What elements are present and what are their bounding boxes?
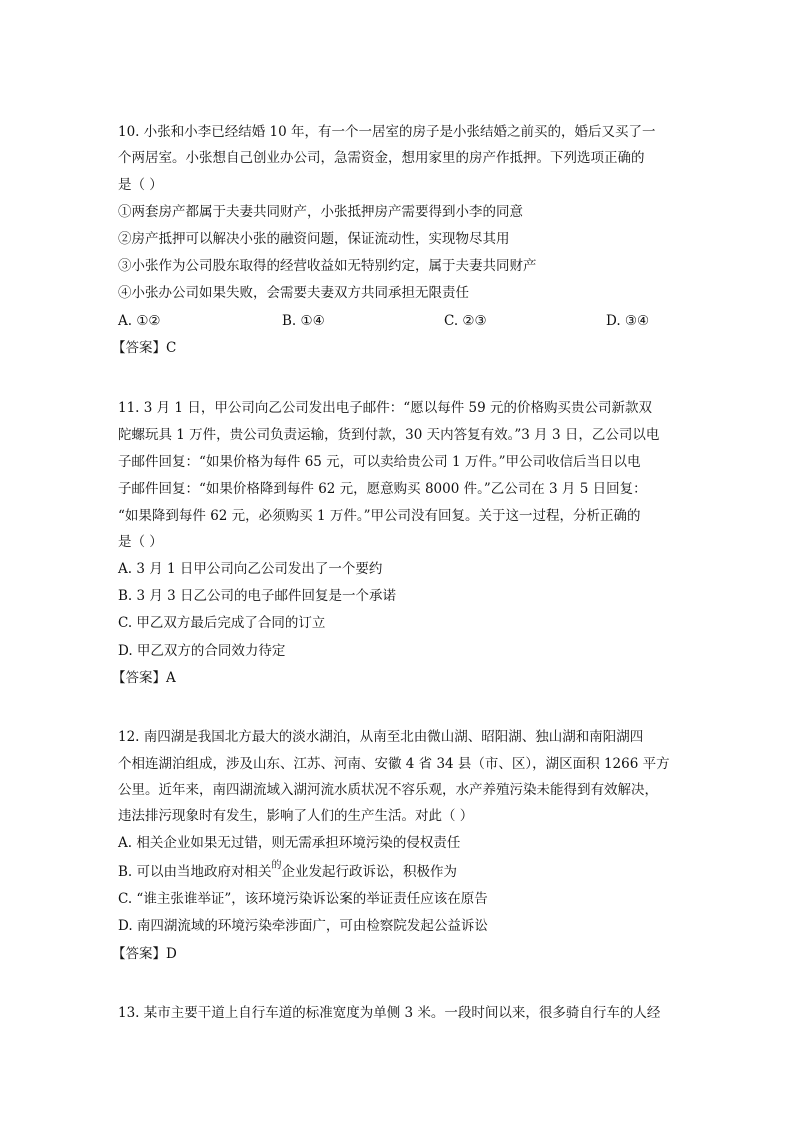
q11-answer: 【答案】A [112,670,176,686]
q10-statement-3: ③小张作为公司股东取得的经营收益如无特别约定，属于夫妻共同财产 [118,258,537,274]
q12-option-b [118,862,457,884]
q12-option-b-raised-char: 的 [271,860,282,871]
q11-line-2: 陀螺玩具 1 万件，贵公司负责运输，货到付款，30 天内答复有效。”3 月 3 日，乙公司以电 [118,427,660,443]
q12-line-2: 个相连湖泊组成，涉及山东、江苏、河南、安徽 4 省 34 县（市、区），湖区面积 1266 平方 [118,756,670,772]
q10-statement-1: ①两套房产都属于夫妻共同财产，小张抵押房产需要得到小李的同意 [118,204,523,220]
q12-option-a: A. 相关企业如果无过错，则无需承担环境污染的侵权责任 [118,835,461,851]
q11-line-4: 子邮件回复：“如果价格降到每件 62 元，愿意购买 8000 件。”乙公司在 3 月 5 日回复： [118,481,647,497]
q10-statement-2: ②房产抵押可以解决小张的融资问题，保证流动性，实现物尽其用 [118,231,510,247]
q12-line-3: 公里。近年来，南四湖流域入湖河流水质状况不容乐观，水产养殖污染未能得到有效解决， [118,782,658,798]
q10-line-3: 是（ ） [118,177,163,193]
q11-option-a: A. 3 月 1 日甲公司向乙公司发出了一个要约 [118,561,383,577]
q10-option-a: A. ①② [118,313,161,329]
q10-statement-4: ④小张办公司如果失败，会需要夫妻双方共同承担无限责任 [118,285,469,301]
q10-line-1: 10. 小张和小李已经结婚 10 年，有一个一居室的房子是小张结婚之前买的，婚后又买了一 [118,124,656,140]
q12-option-b-pre: B. 可以由当地政府对相关 [118,864,272,880]
q12-option-d: D. 南四湖流域的环境污染牵涉面广，可由检察院发起公益诉讼 [118,918,488,934]
q10-answer: 【答案】C [112,340,177,356]
q12-option-c: C. “谁主张谁举证”，该环境污染诉讼案的举证责任应该在原告 [118,891,488,907]
q10-option-c: C. ②③ [444,313,487,329]
q11-line-1: 11. 3 月 1 日，甲公司向乙公司发出电子邮件：“愿以每件 59 元的价格购买贵公司新款双 [118,400,652,416]
q12-answer: 【答案】D [112,946,177,962]
q11-option-d: D. 甲乙双方的合同效力待定 [118,643,286,659]
q11-line-5: “如果降到每件 62 元，必须购买 1 万件。”甲公司没有回复。关于这一过程，分析正确的 [118,508,641,524]
q12-line-4: 违法排污现象时有发生，影响了人们的生产生活。对此（ ） [118,808,474,824]
q11-line-3: 子邮件回复：“如果价格为每件 65 元，可以卖给贵公司 1 万件。”甲公司收信后当日以电 [118,454,641,470]
q10-option-d: D. ③④ [606,313,650,329]
q11-option-c: C. 甲乙双方最后完成了合同的订立 [118,615,326,631]
q10-option-b: B. ①④ [282,313,325,329]
q12-line-1: 12. 南四湖是我国北方最大的淡水湖泊，从南至北由微山湖、昭阳湖、独山湖和南阳湖四 [118,729,644,745]
q13-line-1: 13. 某市主要干道上自行车道的标准宽度为单侧 3 米。一段时间以来，很多骑自行车的人经 [118,1005,661,1021]
q12-option-b-post: 企业发起行政诉讼，积极作为 [281,864,458,880]
q11-line-6: 是（ ） [118,534,163,550]
q10-line-2: 个两居室。小张想自己创业办公司，急需资金，想用家里的房产作抵押。下列选项正确的 [118,150,645,166]
q11-option-b: B. 3 月 3 日乙公司的电子邮件回复是一个承诺 [118,588,397,604]
